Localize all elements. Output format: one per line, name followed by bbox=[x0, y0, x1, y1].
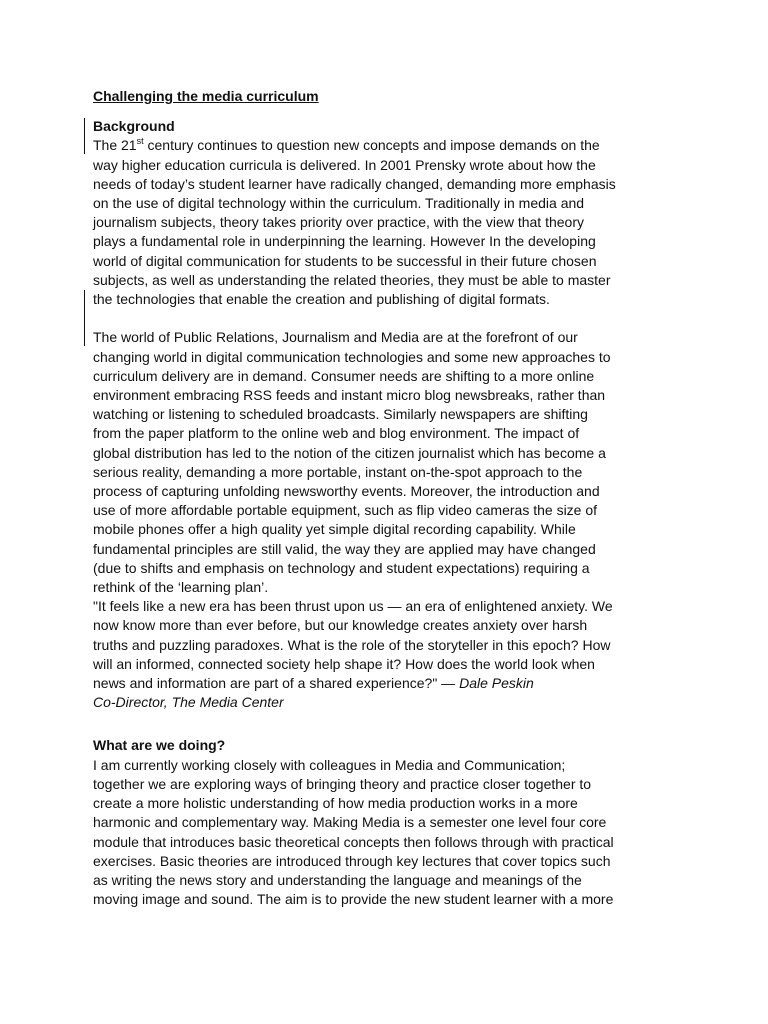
paragraph-line: world of digital communication for students to be successful in their future chosen bbox=[93, 252, 597, 269]
paragraph-line: The 21st century continues to question new concepts and impose demands on the bbox=[93, 135, 600, 154]
paragraph-2 bbox=[93, 328, 678, 597]
paragraph-line: will an informed, connected society help shape it? How does the world look when bbox=[93, 655, 595, 672]
section-heading-what-are-we-doing: What are we doing? bbox=[93, 737, 226, 754]
paragraph-line: fundamental principles are still valid, the way they are applied may have changed bbox=[93, 540, 596, 557]
paragraph-line: use of more affordable portable equipment, such as flip video cameras the size of bbox=[93, 502, 598, 519]
paragraph-line: harmonic and complementary way. Making Media is a semester one level four core bbox=[93, 814, 607, 831]
paragraph-line: now know more than ever before, but our knowledge creates anxiety over harsh bbox=[93, 617, 588, 634]
paragraph-line: rethink of the ‘learning plan’. bbox=[93, 579, 269, 596]
paragraph-line: The world of Public Relations, Journalism and Media are at the forefront of our bbox=[93, 329, 578, 346]
paragraph-line: serious reality, demanding a more portable, instant on-the-spot approach to the bbox=[93, 463, 583, 480]
change-bar bbox=[84, 290, 85, 346]
paragraph-line: "It feels like a new era has been thrust upon us — an era of enlightened anxiety. We bbox=[93, 598, 613, 615]
paragraph-line: global distribution has led to the notion of the citizen journalist which has become a bbox=[93, 444, 606, 461]
paragraph-line: I am currently working closely with colleagues in Media and Communication; bbox=[93, 756, 566, 773]
paragraph-line: exercises. Basic theories are introduced through key lectures that cover topics such bbox=[93, 852, 611, 869]
paragraph-line: subjects, as well as understanding the related theories, they must be able to master bbox=[93, 271, 611, 288]
paragraph-line: create a more holistic understanding of how media production works in a more bbox=[93, 795, 578, 812]
paragraph-line: from the paper platform to the online web and blog environment. The impact of bbox=[93, 425, 580, 442]
paragraph-line: truths and puzzling paradoxes. What is the role of the storyteller in this epoch? How bbox=[93, 636, 611, 653]
paragraph-line: plays a fundamental role in underpinning the learning. However In the developing bbox=[93, 233, 596, 250]
paragraph-line: journalism subjects, theory takes priority over practice, with the view that theory bbox=[93, 214, 584, 231]
paragraph-line: way higher education curricula is delivered. In 2001 Prensky wrote about how the bbox=[93, 156, 596, 173]
paragraph-line: as writing the news story and understanding the language and meanings of the bbox=[93, 871, 582, 888]
document-page bbox=[93, 87, 678, 909]
paragraph-line: (due to shifts and emphasis on technology and student expectations) requiring a bbox=[93, 559, 590, 576]
section-heading-background: Background bbox=[93, 118, 175, 135]
document-title: Challenging the media curriculum bbox=[93, 88, 319, 104]
paragraph-line: watching or listening to scheduled broadcasts. Similarly newspapers are shifting bbox=[93, 406, 588, 423]
quote-author: Dale Peskin bbox=[459, 675, 534, 692]
quote-author-role: Co-Director, The Media Center bbox=[93, 694, 284, 711]
paragraph-1 bbox=[93, 156, 678, 310]
quote-line: news and information are part of a shared experience?" — Dale Peskin bbox=[93, 675, 534, 692]
paragraph-line: together we are exploring ways of bringing theory and practice closer together to bbox=[93, 775, 592, 792]
paragraph-line: curriculum delivery are in demand. Consumer needs are shifting to a more online bbox=[93, 367, 595, 384]
paragraph-line: module that introduces basic theoretical concepts then follows through with practical bbox=[93, 833, 614, 850]
paragraph-line: moving image and sound. The aim is to provide the new student learner with a more bbox=[93, 891, 614, 908]
paragraph-line: mobile phones offer a high quality yet simple digital recording capability. While bbox=[93, 521, 576, 538]
paragraph-line: changing world in digital communication technologies and some new approaches to bbox=[93, 348, 611, 365]
paragraph-line: the technologies that enable the creation and publishing of digital formats. bbox=[93, 291, 550, 308]
paragraph-line: environment embracing RSS feeds and instant micro blog newsbreaks, rather than bbox=[93, 387, 606, 404]
paragraph-line: needs of today’s student learner have radically changed, demanding more emphasis bbox=[93, 175, 616, 192]
change-bar bbox=[84, 118, 85, 154]
paragraph-line: process of capturing unfolding newsworthy events. Moreover, the introduction and bbox=[93, 483, 600, 500]
paragraph-3 bbox=[93, 756, 678, 910]
paragraph-line: on the use of digital technology within the curriculum. Traditionally in media and bbox=[93, 195, 585, 212]
quote-block bbox=[93, 597, 678, 674]
